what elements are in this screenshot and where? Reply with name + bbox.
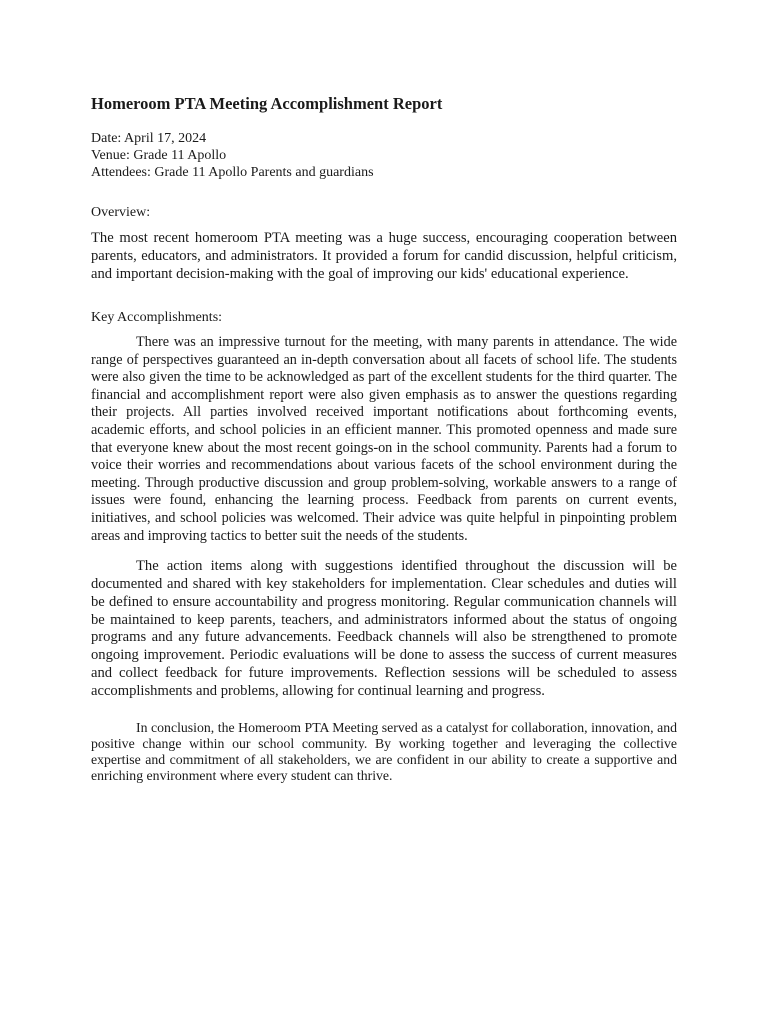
overview-heading: Overview: xyxy=(91,205,151,220)
overview-paragraph: The most recent homeroom PTA meeting was a huge success, encouraging cooperation between parents, educators, and administrators. It provided a forum for candid discussion, helpful criticism, and important decision-making with the goal of improving our kids' educational experience. xyxy=(91,230,677,282)
key-accomplishments-heading: Key Accomplishments: xyxy=(91,310,223,325)
document-page xyxy=(91,93,677,784)
key-accomplishments-paragraph-2: The action items along with suggestions identified throughout the discussion will be documented and shared with key stakeholders for implementation. Clear schedules and duties will be defined to ensure accountability and progress monitoring. Regular communication channels will be maintained to keep parents, teachers, and administrators informed about the status of ongoing programs and any future advancements. Feedback channels will also be strengthened to promote ongoing improvement. Periodic evaluations will be done to assess the success of current measures and collect feedback for future improvements. Reflection sessions will be scheduled to assess accomplishments and problems, allowing for continual learning and progress. xyxy=(91,558,677,699)
meeting-attendees: Attendees: Grade 11 Apollo Parents and guardians xyxy=(91,165,374,180)
meeting-details xyxy=(91,130,677,181)
meeting-venue: Venue: Grade 11 Apollo xyxy=(91,148,227,163)
key-accomplishments-paragraph-1: There was an impressive turnout for the meeting, with many parents in attendance. The wide range of perspectives guaranteed an in-depth conversation about all facets of school life. The students were also given the time to be acknowledged as part of the excellent students for the third quarter. The financial and accomplishment report were also given emphasis as to answer the questions regarding their projects. All parties involved received important notifications about forthcoming events, academic efforts, and school policies in an efficient manner. This promoted openness and made sure that everyone knew about the most recent goings-on in the school community. Parents had a forum to voice their worries and recommendations about various facets of the school environment during the meeting. Through productive discussion and group problem-solving, workable answers to a range of issues were found, enhancing the learning process. Feedback from parents on current events, initiatives, and school policies was welcomed. Their advice was quite helpful in pinpointing problem areas and improving tactics to better suit the needs of the students. xyxy=(91,334,677,544)
conclusion-paragraph: In conclusion, the Homeroom PTA Meeting served as a catalyst for collaboration, innovation, and positive change within our school community. By working together and leveraging the collective expertise and commitment of all stakeholders, we are confident in our ability to create a supportive and enriching environment where every student can thrive. xyxy=(91,719,677,784)
document-title: Homeroom PTA Meeting Accomplishment Report xyxy=(91,94,443,113)
meeting-date: Date: April 17, 2024 xyxy=(91,131,207,146)
